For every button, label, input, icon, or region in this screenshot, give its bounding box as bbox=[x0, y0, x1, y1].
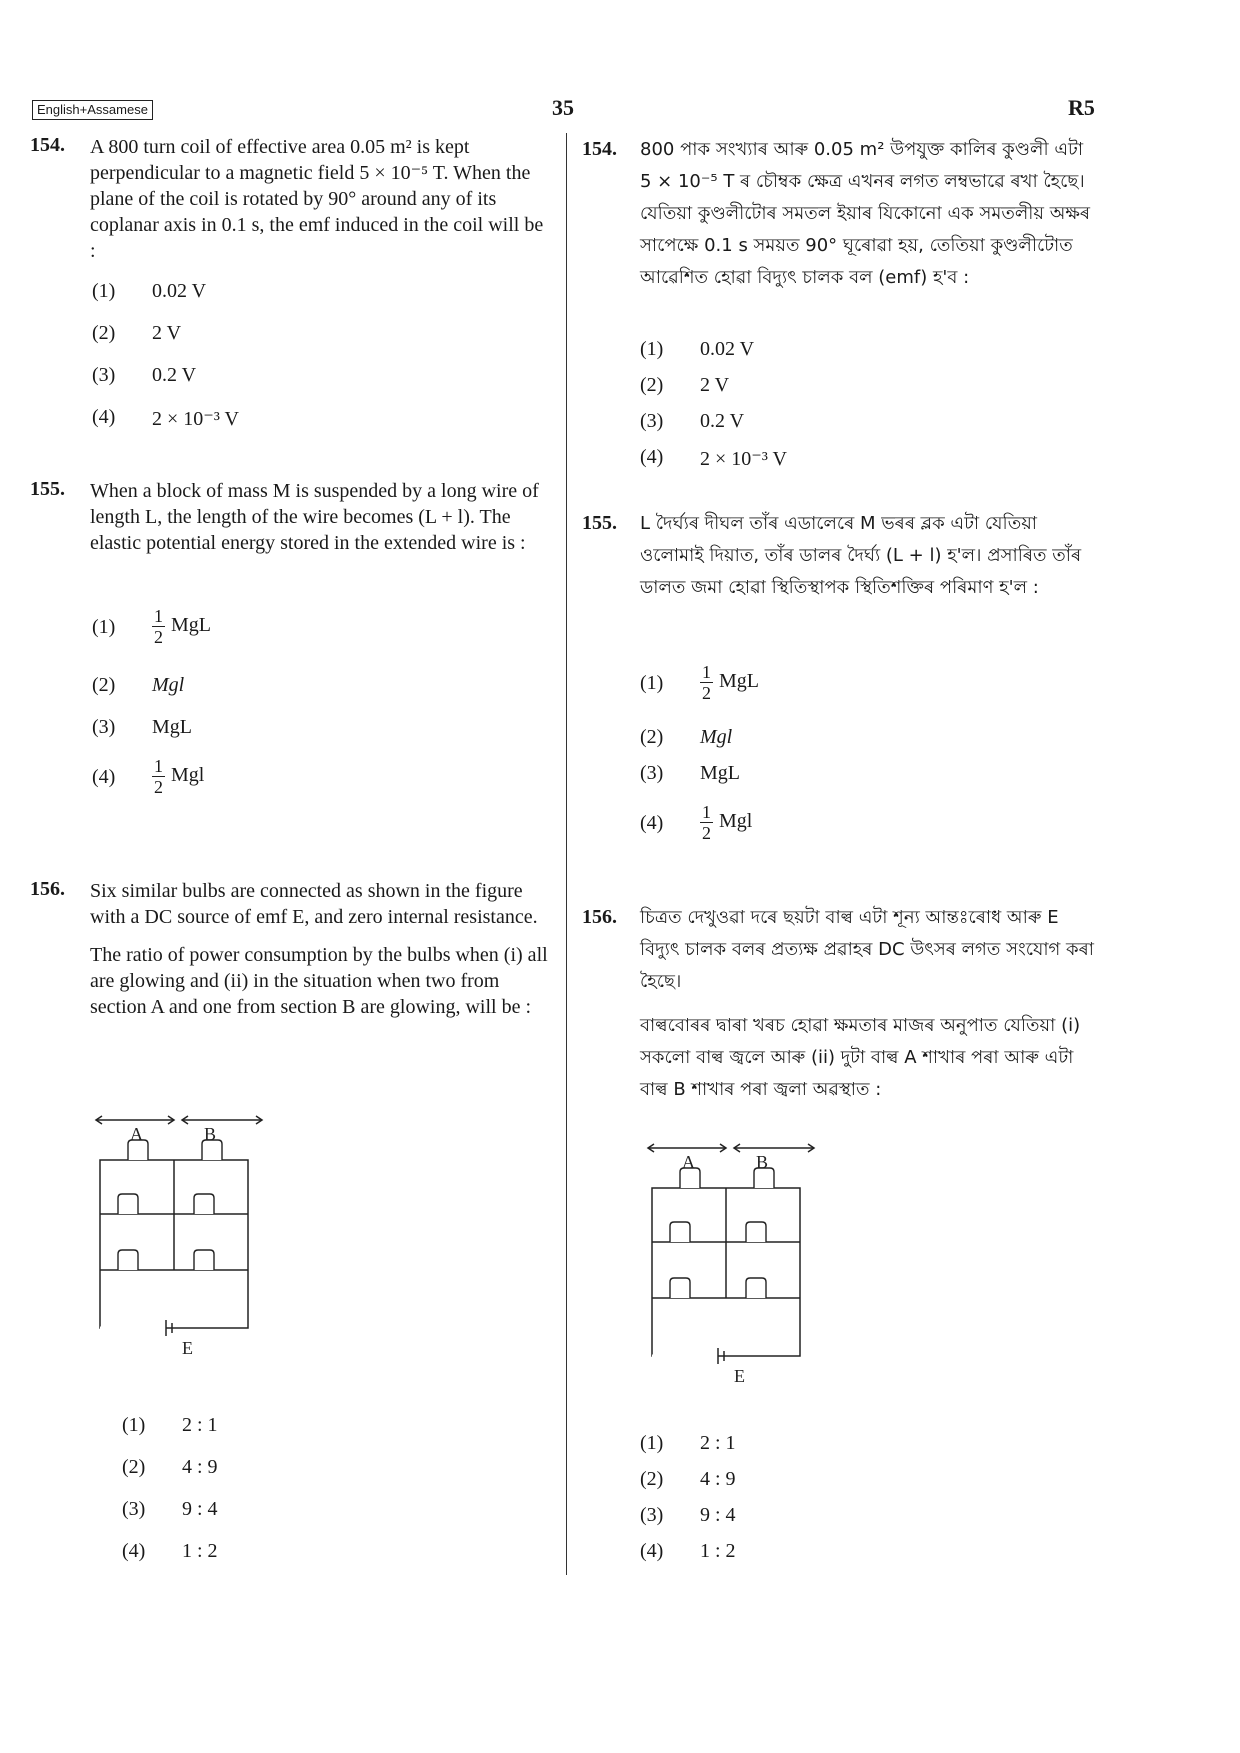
fraction-half: $\frac{1}{2}$ bbox=[702, 802, 711, 843]
question-number: 154. bbox=[582, 138, 617, 160]
language-badge: English+Assamese bbox=[32, 100, 153, 120]
question-text: Six similar bulbs are connected as shown in the figure with a DC source of emf E, and zero internal resistance. The ratio of power consumption by the bulbs when (i) all are glowing and (ii) in the situation when two from section A and one from section B are glowing, will be : bbox=[90, 880, 548, 1018]
question-number: 154. bbox=[30, 134, 65, 156]
section-b-label: B bbox=[756, 1152, 769, 1172]
emf-label: E bbox=[182, 1338, 193, 1358]
section-b-label: B bbox=[204, 1124, 217, 1144]
question-number: 155. bbox=[582, 512, 617, 534]
question-text: 800 পাক সংখ্যাৰ আৰু 0.05 m² উপযুক্ত কালিৰ কুণ্ডলী এটা 5 × 10⁻⁵ T ৰ চৌম্বক ক্ষেত্ৰ এখনৰ লগত লম্বভাৱে ৰখা হৈছে। যেতিয়া কুণ্ডলীটোৰ সমতল ইয়াৰ যিকোনো এক সমতলীয় অক্ষৰ সাপেক্ষে 0.1 s সময়ত 90° ঘূৰোৱা হয়, তেতিয়া কুণ্ডলীটোত আৱেশিত হোৱা বিদ্যুৎ চালক বল (emf) হ'ব : bbox=[640, 139, 1091, 288]
fraction-half: $\frac{1}{2}$ bbox=[154, 756, 163, 797]
circuit-diagram bbox=[90, 1110, 300, 1380]
question-number: 156. bbox=[30, 878, 65, 900]
question-text: চিত্ৰত দেখুওৱা দৰে ছয়টা বাল্ব এটা শূন্য আন্তঃৰোধ আৰু E বিদ্যুৎ চালক বলৰ প্ৰত্যক্ষ প্ৰৱাহৰ DC উৎসৰ লগত সংযোগ কৰা হৈছে। বাল্ববোৰৰ দ্বাৰা খৰচ হোৱা ক্ষমতাৰ মাজৰ অনুপাত যেতিয়া (i) সকলো বাল্ব জ্বলে আৰু (ii) দুটা বাল্ব A শাখাৰ পৰা আৰু এটা বাল্ব B শাখাৰ পৰা জ্বলা অৱস্থাত : bbox=[640, 907, 1095, 1100]
circuit-diagram bbox=[642, 1138, 852, 1408]
fraction-half: $\frac{1}{2}$ bbox=[702, 662, 711, 703]
section-a-label: A bbox=[130, 1124, 143, 1144]
set-code: R5 bbox=[1068, 95, 1095, 120]
question-text: When a block of mass M is suspended by a long wire of length L, the length of the wire becomes (L + l). The elastic potential energy stored in the extended wire is : bbox=[90, 480, 539, 554]
fraction-half: $\frac{1}{2}$ bbox=[154, 606, 163, 647]
question-text: L দৈৰ্ঘ্যৰ দীঘল তাঁৰ এডালেৰে M ভৰৰ ব্লক এটা যেতিয়া ওলোমাই দিয়াত, তাঁৰ ডালৰ দৈৰ্ঘ্য (L + l) হ'ল। প্ৰসাৰিত তাঁৰ ডালত জমা হোৱা স্থিতিস্থাপক স্থিতিশক্তিৰ পৰিমাণ হ'ল : bbox=[640, 513, 1082, 598]
column-divider bbox=[566, 133, 567, 1575]
page-number: 35 bbox=[552, 95, 574, 120]
question-number: 155. bbox=[30, 478, 65, 500]
emf-label: E bbox=[734, 1366, 745, 1386]
question-text: A 800 turn coil of effective area 0.05 m² is kept perpendicular to a magnetic field 5 × 10⁻⁵ T. When the plane of the coil is rotated by 90° around any of its coplanar axis in 0.1 s, the emf induced in the coil will be : bbox=[90, 136, 544, 262]
section-a-label: A bbox=[682, 1152, 695, 1172]
question-number: 156. bbox=[582, 906, 617, 928]
